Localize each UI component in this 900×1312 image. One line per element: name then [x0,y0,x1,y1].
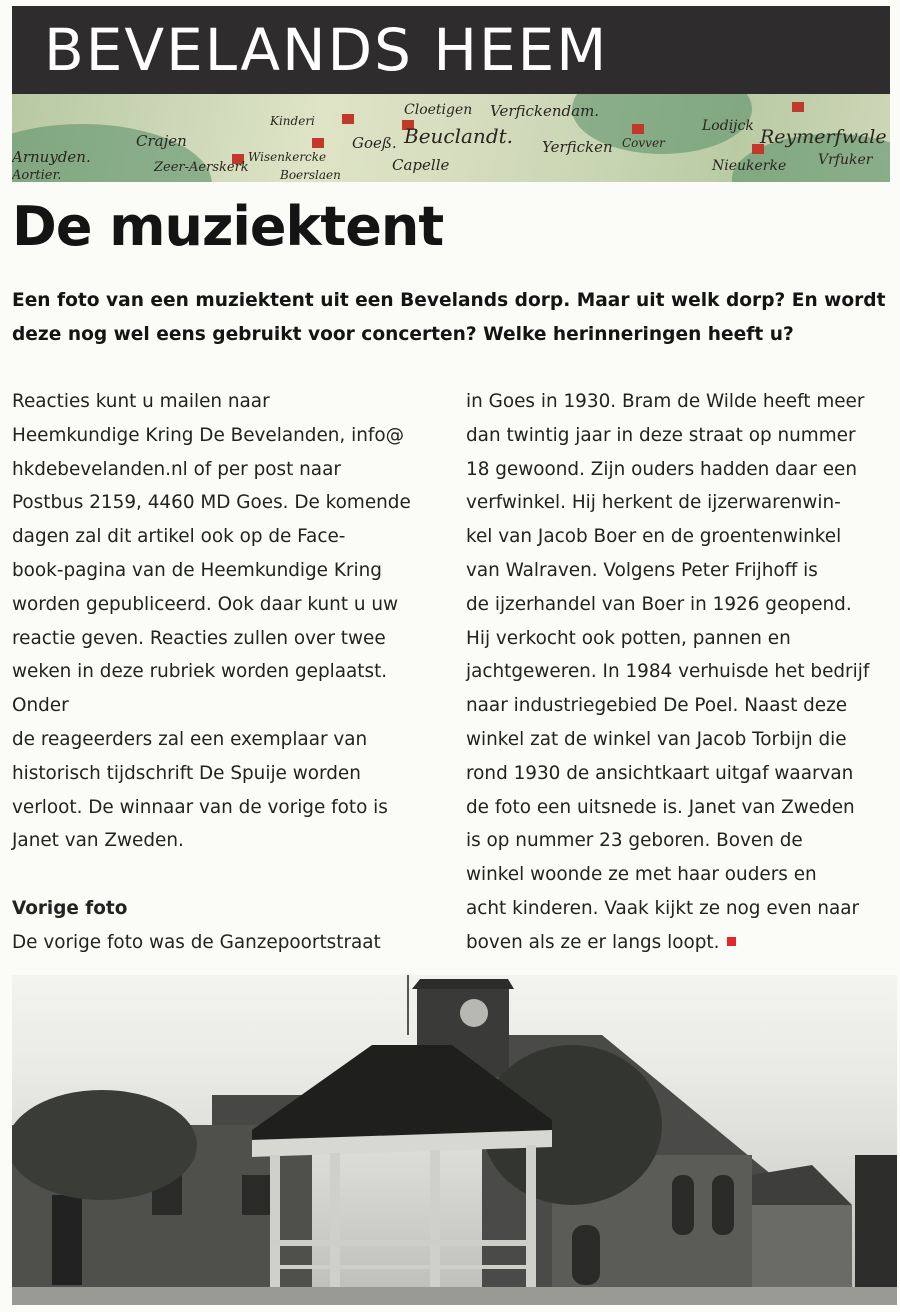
body-line: de foto een uitsnede is. Janet van Zweden [466,796,855,818]
map-town-icon [792,102,804,112]
masthead-title: BEVELANDS HEEM [44,16,609,84]
map-place: Aortier. [12,168,62,182]
map-place: Reymerfwale [760,126,887,148]
body-line: winkel zat de winkel van Jacob Torbijn die [466,728,847,750]
barn [855,1155,897,1305]
body-line: historisch tijdschrift De Spuije worden [12,762,361,784]
article-column-right [466,385,892,960]
map-place: Crajen [136,132,187,150]
ground [12,1287,897,1305]
body-line: Janet van Zweden. [12,830,184,852]
body-line: book-pagina van de Heemkundige Kring [12,559,382,581]
church-window [672,1175,694,1235]
end-mark [727,937,736,946]
body-line: dan twintig jaar in deze straat op nummer [466,424,856,446]
map-town-icon [312,138,324,148]
map-place: Nieukerke [712,158,787,174]
body-line: in Goes in 1930. Bram de Wilde heeft meer [466,391,865,412]
body-line: reactie geven. Reacties zullen over twee [12,627,386,649]
map-place: Yerficken [542,138,613,156]
map-place: Capelle [392,156,450,174]
bandstand-post [430,1150,440,1295]
body-line: Heemkundige Kring De Bevelanden, info@ [12,424,404,446]
body-line: Onder [12,695,69,717]
bandstand-photo [12,975,897,1305]
body-line: verloot. De winnaar van de vorige foto is [12,796,388,818]
house-door [52,1195,82,1285]
map-place: Covver [622,136,665,150]
body-line: 18 gewoond. Zijn ouders hadden daar een [466,458,857,480]
map-place: Lodijck [702,118,754,134]
map-place: Cloetigen [404,102,473,118]
body-line: van Walraven. Volgens Peter Frijhoff is [466,559,818,581]
paragraph-gap [12,858,432,892]
body-line: naar industriegebied De Poel. Naast deze [466,695,848,717]
map-town-icon [632,124,644,134]
body-line-last [466,926,892,960]
house-window [242,1175,272,1215]
body-line: de reageerders zal een exemplaar van [12,728,368,750]
bandstand-post [330,1153,340,1295]
map-place: Verfickendam. [490,102,600,120]
article-column-left [12,385,432,960]
masthead-banner [12,6,890,94]
body-line: worden gepubliceerd. Ook daar kunt u uw [12,593,399,615]
bandstand-post [526,1145,536,1295]
body-line: Reacties kunt u mailen naar [12,391,270,412]
map-place: Boerslaen [280,168,341,182]
section-subheading: Vorige foto [12,897,128,919]
map-place: Arnuyden. [12,148,91,166]
body-line: de ijzerhandel van Boer in 1926 geopend. [466,593,852,615]
body-line-text: boven als ze er langs loopt. [466,931,720,953]
church-door [572,1225,600,1285]
body-line: hkdebevelanden.nl of per post naar [12,458,341,480]
tree [12,1090,197,1200]
body-line: kel van Jacob Boer en de groentenwinkel [466,526,842,548]
body-line: rond 1930 de ansichtkaart uitgaf waarvan [466,762,854,784]
map-place: Zeer-Aerskerk [154,160,249,175]
map-place: Vrfuker [818,152,873,168]
map-place: Goeß. [352,134,397,152]
bandstand-illustration [12,975,897,1305]
map-place: Wisenkercke [248,150,327,164]
bandstand-post [270,1155,280,1295]
bandstand-railing [272,1265,534,1269]
map-place: Kinderi [270,114,315,128]
article-title: De muziektent [12,195,444,258]
historic-map-strip [12,94,890,182]
body-line: Postbus 2159, 4460 MD Goes. De komende [12,492,411,514]
tower-cap [412,979,514,989]
body-line: is op nummer 23 geboren. Boven de [466,830,803,852]
body-line: De vorige foto was de Ganzepoortstraat [12,931,381,953]
map-town-icon [342,114,354,124]
map-place: Beuclandt. [404,124,514,148]
body-line: winkel woonde ze met haar ouders en [466,864,817,886]
article-lead: Een foto van een muziektent uit een Bevelands dorp. Maar uit welk dorp? En wordt deze nog wel eens gebruikt voor concerten? Welke herinneringen heeft u? [12,290,886,345]
clock-icon [460,999,488,1027]
church-window [712,1175,734,1235]
body-line: Hij verkocht ook potten, pannen en [466,627,791,649]
body-line: jachtgeweren. In 1984 verhuisde het bedrijf [466,661,870,683]
body-line: verfwinkel. Hij herkent de ijzerwarenwin- [466,492,841,514]
body-line: weken in deze rubriek worden geplaatst. [12,661,388,683]
body-line: acht kinderen. Vaak kijkt ze nog even naar [466,897,860,919]
body-line: dagen zal dit artikel ook op de Face- [12,526,346,548]
bandstand-railing [272,1240,534,1246]
